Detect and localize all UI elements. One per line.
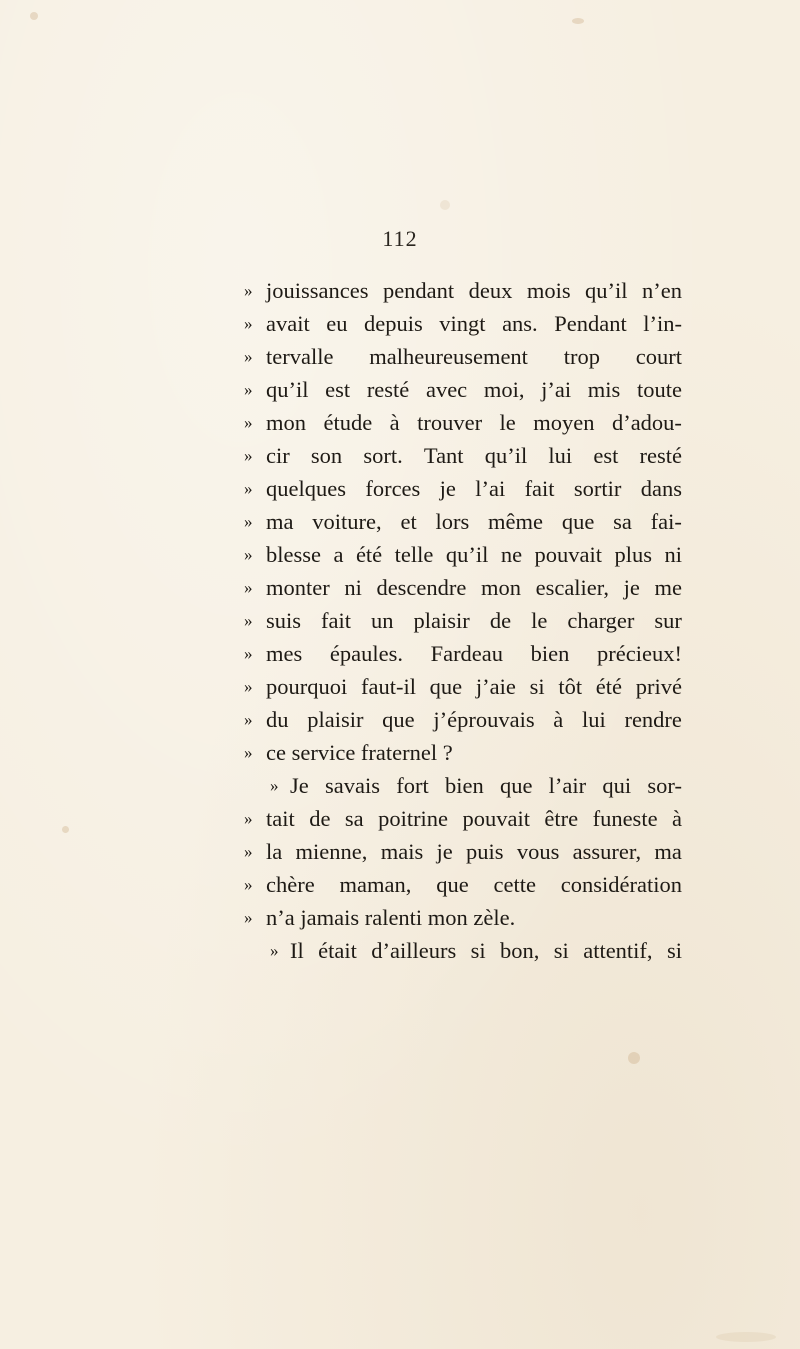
word: charger bbox=[567, 608, 635, 633]
quote-mark: » bbox=[270, 776, 279, 795]
quote-mark: » bbox=[244, 413, 253, 432]
word: resté bbox=[366, 377, 410, 402]
word: cir bbox=[266, 443, 290, 468]
word: de bbox=[489, 608, 512, 633]
word: j’éprouvais bbox=[433, 707, 535, 732]
word: funeste bbox=[592, 806, 658, 831]
word: sortir bbox=[573, 476, 622, 501]
word: sur bbox=[654, 608, 682, 633]
word: Tant bbox=[423, 443, 464, 468]
word: qu’il bbox=[445, 542, 489, 567]
word: ma bbox=[654, 839, 682, 864]
quote-mark: » bbox=[244, 347, 253, 366]
paper-stain bbox=[716, 1332, 776, 1342]
line-text bbox=[266, 835, 682, 868]
text-line bbox=[244, 340, 682, 373]
word: plaisir bbox=[307, 707, 364, 732]
word: pourquoi bbox=[266, 674, 348, 699]
word: malheureusement bbox=[369, 344, 528, 369]
word: mis bbox=[587, 377, 621, 402]
word: lui bbox=[581, 707, 606, 732]
text-line bbox=[244, 802, 682, 835]
text-line bbox=[244, 406, 682, 439]
text-line bbox=[244, 736, 682, 769]
word: je bbox=[436, 839, 453, 864]
word: que bbox=[561, 509, 595, 534]
text-line bbox=[244, 604, 682, 637]
text-line bbox=[244, 637, 682, 670]
quote-mark: » bbox=[244, 314, 253, 333]
word: tervalle bbox=[266, 344, 334, 369]
word: monter bbox=[266, 575, 330, 600]
word: court bbox=[635, 344, 682, 369]
quote-mark: » bbox=[244, 908, 253, 927]
word: voiture, bbox=[312, 509, 382, 534]
word: ma bbox=[266, 509, 294, 534]
word: que bbox=[429, 674, 463, 699]
word: descendre bbox=[376, 575, 467, 600]
word: depuis bbox=[364, 311, 423, 336]
word: Je bbox=[290, 773, 309, 798]
word: cette bbox=[493, 872, 536, 897]
word: avait bbox=[266, 311, 310, 336]
word: qui bbox=[602, 773, 632, 798]
word: Fardeau bbox=[430, 641, 504, 666]
word: épaules. bbox=[329, 641, 403, 666]
word: pendant bbox=[382, 278, 455, 303]
word: été bbox=[595, 674, 623, 699]
line-text bbox=[266, 868, 682, 901]
line-text bbox=[266, 505, 682, 538]
line-text bbox=[266, 538, 682, 571]
word: jouissances bbox=[266, 278, 369, 303]
line-text bbox=[266, 472, 682, 505]
word: fort bbox=[396, 773, 429, 798]
word: la bbox=[266, 839, 283, 864]
word: moi, bbox=[483, 377, 525, 402]
word: mois bbox=[526, 278, 571, 303]
word: l’in- bbox=[643, 311, 682, 336]
word: mon bbox=[480, 575, 521, 600]
word: je bbox=[623, 575, 640, 600]
word: si bbox=[529, 674, 545, 699]
word: même bbox=[488, 509, 544, 534]
word: d’adou- bbox=[611, 410, 682, 435]
word: d’ailleurs bbox=[371, 938, 457, 963]
text-line bbox=[244, 538, 682, 571]
word: l’ai bbox=[475, 476, 506, 501]
word: son bbox=[310, 443, 343, 468]
word: escalier, bbox=[535, 575, 610, 600]
text-line bbox=[244, 670, 682, 703]
line-text bbox=[266, 604, 682, 637]
word: sa bbox=[344, 806, 364, 831]
text-line bbox=[244, 274, 682, 307]
word: sa bbox=[613, 509, 632, 534]
word: précieux! bbox=[597, 641, 682, 666]
word: mon bbox=[266, 410, 307, 435]
line-text bbox=[266, 307, 682, 340]
word: telle bbox=[394, 542, 434, 567]
word: mais bbox=[380, 839, 424, 864]
text-line bbox=[244, 472, 682, 505]
text-line bbox=[244, 439, 682, 472]
paper-stain bbox=[62, 826, 69, 833]
word: à bbox=[389, 410, 400, 435]
text-line bbox=[244, 769, 682, 802]
word: trouver bbox=[417, 410, 483, 435]
quote-mark: » bbox=[244, 578, 253, 597]
word: pouvait bbox=[534, 542, 603, 567]
line-text: n’a jamais ralenti mon zèle. bbox=[266, 905, 516, 930]
word: attentif, bbox=[583, 938, 653, 963]
paper-stain bbox=[572, 18, 584, 24]
quote-mark: » bbox=[244, 512, 253, 531]
text-line bbox=[244, 703, 682, 736]
word: pouvait bbox=[462, 806, 530, 831]
page-number: 112 bbox=[382, 226, 418, 251]
word: moyen bbox=[533, 410, 595, 435]
word: ans. bbox=[502, 311, 538, 336]
quote-mark: » bbox=[244, 380, 253, 399]
paper-stain bbox=[440, 200, 450, 210]
text-line bbox=[244, 307, 682, 340]
word: quelques bbox=[266, 476, 346, 501]
word: qu’il bbox=[484, 443, 528, 468]
word: mes bbox=[266, 641, 303, 666]
word: privé bbox=[635, 674, 682, 699]
quote-mark: » bbox=[244, 281, 253, 300]
word: assurer, bbox=[572, 839, 642, 864]
quote-mark: » bbox=[244, 842, 253, 861]
word: faut-il bbox=[360, 674, 416, 699]
quote-mark: » bbox=[244, 809, 253, 828]
word: à bbox=[672, 806, 682, 831]
quote-mark: » bbox=[244, 875, 253, 894]
word: lors bbox=[435, 509, 470, 534]
word: dans bbox=[640, 476, 682, 501]
line-text: ce service fraternel ? bbox=[266, 740, 453, 765]
word: de bbox=[309, 806, 331, 831]
word: blesse bbox=[266, 542, 321, 567]
word: ni bbox=[344, 575, 362, 600]
word: rendre bbox=[624, 707, 682, 732]
line-text bbox=[266, 802, 682, 835]
word: poitrine bbox=[378, 806, 449, 831]
word: savais bbox=[324, 773, 380, 798]
line-text bbox=[266, 340, 682, 373]
word: le bbox=[531, 608, 548, 633]
word: à bbox=[553, 707, 564, 732]
word: j’aie bbox=[475, 674, 516, 699]
word: fai- bbox=[650, 509, 682, 534]
word: un bbox=[371, 608, 394, 633]
text-line bbox=[244, 934, 682, 967]
line-text bbox=[266, 406, 682, 439]
word: fait bbox=[524, 476, 555, 501]
line-text bbox=[266, 670, 682, 703]
word: si bbox=[666, 938, 682, 963]
word: j’ai bbox=[541, 377, 572, 402]
word: le bbox=[499, 410, 516, 435]
word: puis bbox=[466, 839, 504, 864]
word: tôt bbox=[558, 674, 583, 699]
quote-mark: » bbox=[244, 677, 253, 696]
line-text bbox=[266, 571, 682, 604]
word: que bbox=[436, 872, 469, 897]
word: est bbox=[593, 443, 619, 468]
word: avec bbox=[425, 377, 468, 402]
word: Il bbox=[290, 938, 304, 963]
quote-mark: » bbox=[244, 743, 253, 762]
text-line bbox=[244, 901, 682, 934]
word: et bbox=[400, 509, 417, 534]
word: resté bbox=[639, 443, 682, 468]
word: été bbox=[355, 542, 383, 567]
word: bon, bbox=[500, 938, 540, 963]
line-text bbox=[266, 703, 682, 736]
word: du bbox=[266, 707, 289, 732]
word: si bbox=[553, 938, 569, 963]
word: ne bbox=[500, 542, 523, 567]
word: considération bbox=[560, 872, 682, 897]
line-text bbox=[290, 769, 682, 802]
word: suis bbox=[266, 608, 302, 633]
line-text bbox=[290, 934, 682, 967]
word: maman, bbox=[339, 872, 412, 897]
quote-mark: » bbox=[244, 710, 253, 729]
line-text bbox=[266, 274, 682, 307]
word: tait bbox=[266, 806, 295, 831]
word: sor- bbox=[647, 773, 682, 798]
word: qu’il bbox=[585, 278, 628, 303]
text-line bbox=[244, 571, 682, 604]
word: toute bbox=[636, 377, 682, 402]
word: chère bbox=[266, 872, 315, 897]
line-text bbox=[266, 373, 682, 406]
line-text bbox=[266, 439, 682, 472]
word: est bbox=[325, 377, 351, 402]
quote-mark: » bbox=[244, 611, 253, 630]
line-text bbox=[266, 637, 682, 670]
word: vous bbox=[516, 839, 560, 864]
word: être bbox=[544, 806, 579, 831]
word: sort. bbox=[363, 443, 403, 468]
quote-mark: » bbox=[244, 545, 253, 564]
word: ni bbox=[664, 542, 682, 567]
word: étude bbox=[323, 410, 373, 435]
word: je bbox=[439, 476, 456, 501]
word: n’en bbox=[642, 278, 682, 303]
word: bien bbox=[444, 773, 484, 798]
word: qu’il bbox=[266, 377, 309, 402]
text-line bbox=[244, 835, 682, 868]
word: l’air bbox=[548, 773, 587, 798]
quote-mark: » bbox=[244, 644, 253, 663]
word: que bbox=[382, 707, 415, 732]
paper-stain bbox=[628, 1052, 640, 1064]
text-line bbox=[244, 868, 682, 901]
quote-mark: » bbox=[244, 479, 253, 498]
word: était bbox=[318, 938, 357, 963]
quote-mark: » bbox=[270, 941, 279, 960]
word: bien bbox=[530, 641, 570, 666]
word: lui bbox=[548, 443, 573, 468]
word: Pendant bbox=[554, 311, 627, 336]
word: plus bbox=[614, 542, 653, 567]
paper-stain bbox=[30, 12, 38, 20]
word: si bbox=[470, 938, 486, 963]
word: fait bbox=[321, 608, 352, 633]
body-text bbox=[244, 274, 682, 967]
word: que bbox=[499, 773, 533, 798]
text-line bbox=[244, 505, 682, 538]
word: plaisir bbox=[413, 608, 470, 633]
word: deux bbox=[468, 278, 513, 303]
text-line bbox=[244, 373, 682, 406]
word: a bbox=[333, 542, 344, 567]
word: me bbox=[654, 575, 682, 600]
word: trop bbox=[563, 344, 600, 369]
word: mienne, bbox=[295, 839, 368, 864]
word: eu bbox=[326, 311, 348, 336]
word: forces bbox=[365, 476, 421, 501]
quote-mark: » bbox=[244, 446, 253, 465]
word: vingt bbox=[439, 311, 486, 336]
